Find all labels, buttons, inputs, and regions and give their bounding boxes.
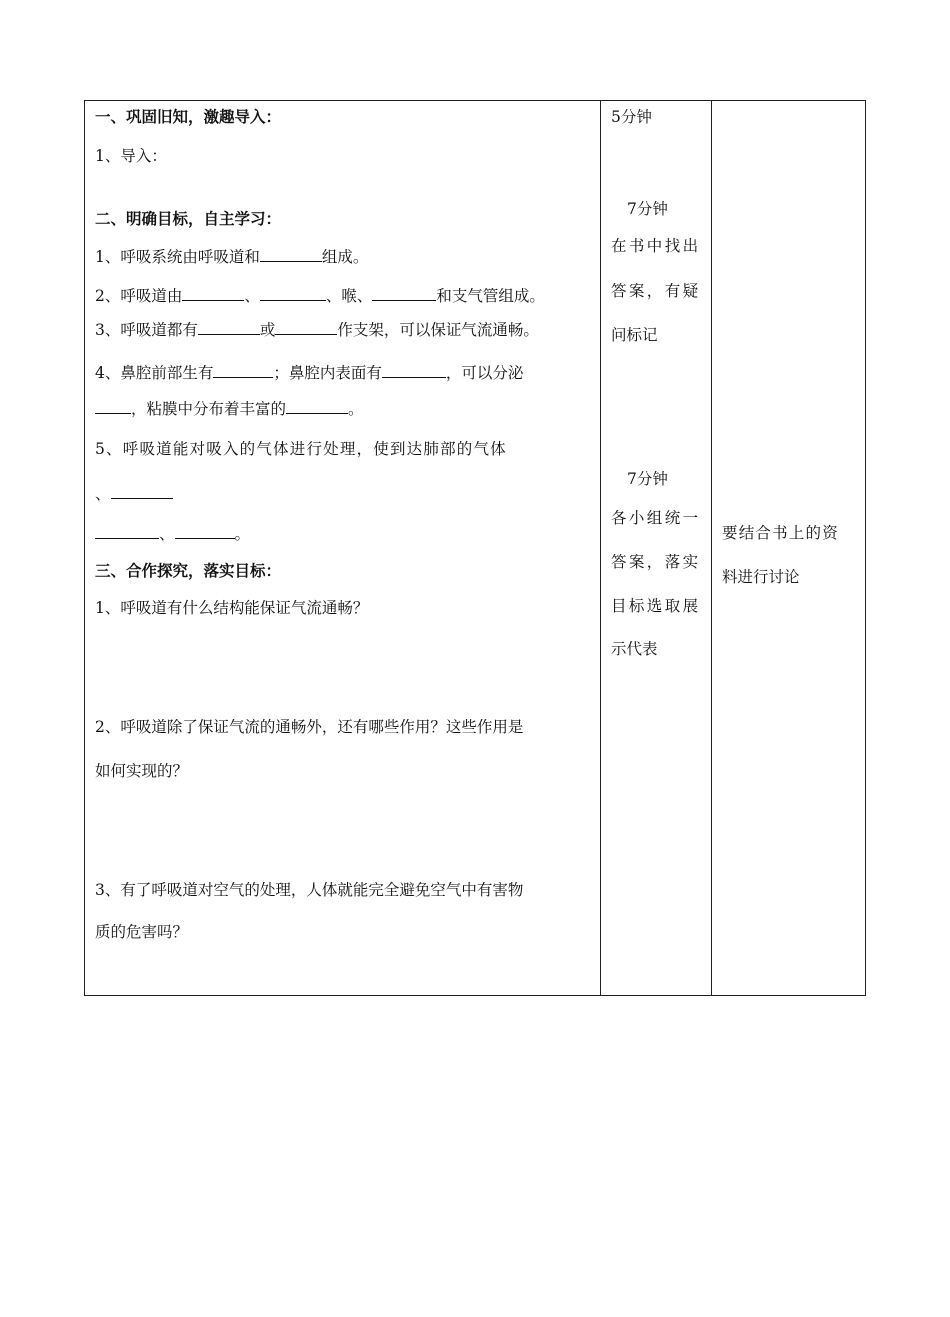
note-line-2: 料进行讨论	[722, 568, 800, 586]
question-2-4: 4、鼻腔前部生有 ；鼻腔内表面有 ，可以分泌	[95, 364, 524, 382]
time-5-min: 5分钟	[611, 108, 652, 126]
question-2-2: 2、呼吸道由 、 、喉、 和支气管组成。	[95, 287, 545, 305]
question-2-1: 1、呼吸系统由呼吸道和 组成。	[95, 248, 369, 266]
time-desc-a-line-1: 在书中找出	[611, 237, 701, 255]
fill-blank	[260, 247, 322, 262]
question-3-1: 1、呼吸道有什么结构能保证气流通畅？	[95, 599, 369, 617]
fill-blank	[175, 524, 235, 539]
fill-blank	[182, 286, 244, 301]
lesson-plan-table	[84, 100, 866, 996]
time-desc-b-line-1: 各小组统一	[611, 509, 701, 527]
time-7-min-b: 7分钟	[627, 470, 668, 488]
section-1-heading: 一、巩固旧知，激趣导入：	[95, 107, 282, 126]
question-2-5: 5、呼吸道能对吸入的气体进行处理，使到达肺部的气体	[95, 440, 507, 458]
column-divider-1	[600, 101, 601, 995]
fill-blank	[95, 399, 131, 414]
fill-blank	[382, 363, 446, 378]
fill-blank	[198, 320, 260, 335]
question-2-3: 3、呼吸道都有 或 作支架，可以保证气流通畅。	[95, 321, 539, 339]
section-1-item-1: 1、导入：	[95, 147, 167, 165]
time-desc-a-line-2: 答案，有疑	[611, 282, 701, 300]
time-desc-b-line-3: 目标选取展	[611, 597, 701, 615]
question-2-4-cont: ，粘膜中分布着丰富的 。	[95, 399, 364, 419]
time-desc-b-line-2: 答案，落实	[611, 553, 701, 571]
time-7-min-a: 7分钟	[627, 200, 668, 218]
question-2-5-cont2: 、 。	[95, 524, 250, 544]
question-3-2: 2、呼吸道除了保证气流的通畅外，还有哪些作用？这些作用是	[95, 718, 524, 736]
section-2-heading: 二、明确目标，自主学习：	[95, 209, 282, 228]
fill-blank	[372, 286, 436, 301]
time-desc-b-line-4: 示代表	[611, 640, 658, 658]
fill-blank	[213, 363, 273, 378]
note-line-1: 要结合书上的资	[722, 524, 839, 542]
fill-blank	[95, 524, 159, 539]
fill-blank	[286, 399, 348, 414]
question-2-5-cont: 、	[95, 484, 173, 504]
fill-blank	[111, 484, 173, 499]
fill-blank	[275, 320, 337, 335]
section-3-heading: 三、合作探究，落实目标：	[95, 561, 282, 580]
time-desc-a-line-3: 问标记	[611, 326, 658, 344]
question-3-3-cont: 质的危害吗？	[95, 923, 189, 941]
question-3-3: 3、有了呼吸道对空气的处理，人体就能完全避免空气中有害物	[95, 881, 524, 899]
fill-blank	[260, 286, 326, 301]
column-divider-2	[711, 101, 712, 995]
question-3-2-cont: 如何实现的？	[95, 762, 189, 780]
